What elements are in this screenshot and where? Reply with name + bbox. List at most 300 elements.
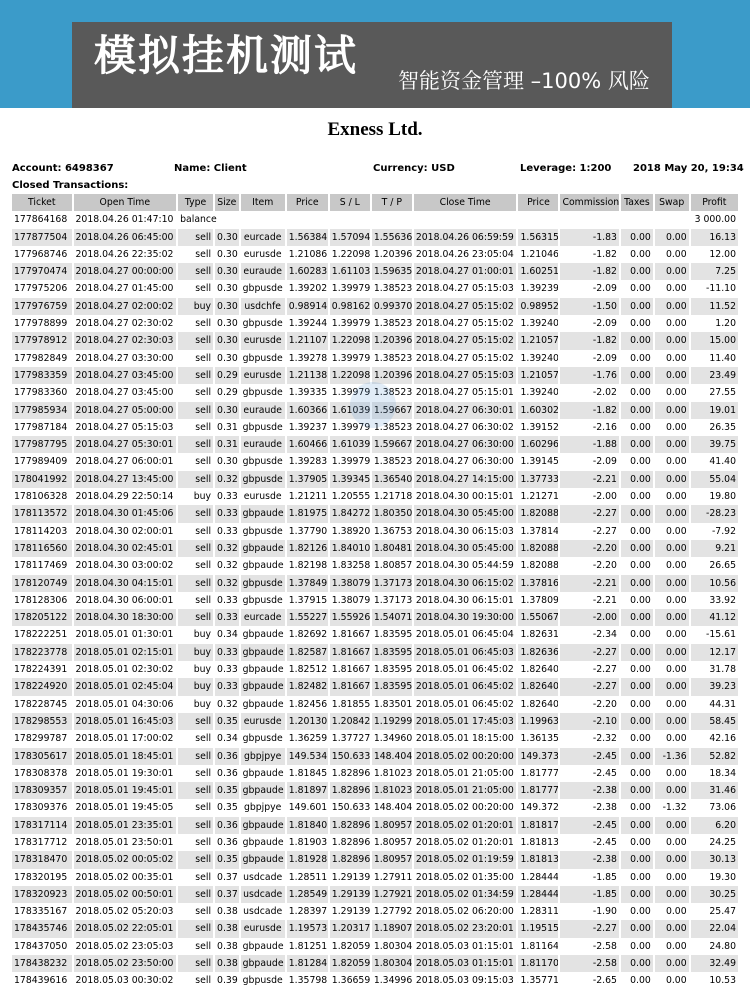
cell-stop-loss: 1.61103 xyxy=(330,263,370,280)
table-row xyxy=(12,436,738,453)
cell-item: eurusde xyxy=(241,332,285,349)
cell-take-profit: 1.81023 xyxy=(372,782,412,799)
cell-stop-loss: 1.20555 xyxy=(330,488,370,505)
cell-close-price: 1.82640 xyxy=(518,678,558,695)
cell-profit: 10.53 xyxy=(691,972,738,989)
cell-take-profit: 1.38523 xyxy=(372,315,412,332)
cell-swap: 0.00 xyxy=(655,436,689,453)
cell-take-profit: 1.59635 xyxy=(372,263,412,280)
account-leverage: Leverage: 1:200 xyxy=(520,163,612,174)
table-row xyxy=(12,263,738,280)
cell-close-price: 1.82088 xyxy=(518,540,558,557)
cell-stop-loss: 1.82896 xyxy=(330,817,370,834)
cell-item: euraude xyxy=(241,436,285,453)
cell-take-profit: 1.59667 xyxy=(372,402,412,419)
cell-size: 0.30 xyxy=(215,280,239,297)
cell-ticket: 177987184 xyxy=(12,419,72,436)
cell-close-price: 1.60251 xyxy=(518,263,558,280)
cell-close-price: 1.82640 xyxy=(518,696,558,713)
cell-open-time: 2018.05.02 05:20:03 xyxy=(74,903,177,920)
cell-size: 0.32 xyxy=(215,540,239,557)
cell-ticket: 178128306 xyxy=(12,592,72,609)
cell-open-time: 2018.04.27 03:45:00 xyxy=(74,367,177,384)
table-row xyxy=(12,730,738,747)
cell-open-time: 2018.04.30 04:15:01 xyxy=(74,575,177,592)
cell-commission: -1.82 xyxy=(560,263,619,280)
cell-open-time: 2018.05.02 22:05:01 xyxy=(74,920,177,937)
cell-swap: 0.00 xyxy=(655,453,689,470)
cell-open-price: 149.534 xyxy=(287,748,328,765)
cell-stop-loss: 1.39979 xyxy=(330,350,370,367)
closed-transactions-table xyxy=(10,194,740,990)
table-row xyxy=(12,592,738,609)
cell-commission: -2.27 xyxy=(560,661,619,678)
cell-profit: 11.40 xyxy=(691,350,738,367)
cell-empty xyxy=(241,211,689,228)
cell-taxes: 0.00 xyxy=(621,350,653,367)
cell-swap: 0.00 xyxy=(655,332,689,349)
cell-close-time: 2018.05.03 09:15:03 xyxy=(414,972,517,989)
cell-taxes: 0.00 xyxy=(621,263,653,280)
table-row xyxy=(12,557,738,574)
cell-ticket: 177983359 xyxy=(12,367,72,384)
table-row xyxy=(12,765,738,782)
cell-swap: 0.00 xyxy=(655,817,689,834)
cell-stop-loss: 1.38920 xyxy=(330,523,370,540)
table-row xyxy=(12,851,738,868)
cell-item: usdcade xyxy=(241,869,285,886)
cell-profit: 31.78 xyxy=(691,661,738,678)
cell-type: sell xyxy=(178,453,213,470)
cell-ticket: 177978912 xyxy=(12,332,72,349)
cell-close-price: 1.82631 xyxy=(518,626,558,643)
cell-ticket: 178113572 xyxy=(12,505,72,522)
cell-open-time: 2018.04.26 06:45:00 xyxy=(74,229,177,246)
cell-profit: 26.35 xyxy=(691,419,738,436)
cell-item: gbpusde xyxy=(241,730,285,747)
cell-type: sell xyxy=(178,384,213,401)
cell-swap: 0.00 xyxy=(655,367,689,384)
table-row xyxy=(12,782,738,799)
cell-close-time: 2018.04.30 19:30:00 xyxy=(414,609,517,626)
cell-close-time: 2018.04.26 23:05:04 xyxy=(414,246,517,263)
cell-size: 0.33 xyxy=(215,523,239,540)
col-header-open-time: Open Time xyxy=(74,194,177,211)
cell-open-time: 2018.04.30 02:00:01 xyxy=(74,523,177,540)
cell-close-price: 1.81817 xyxy=(518,817,558,834)
table-row xyxy=(12,246,738,263)
cell-item: gbpaude xyxy=(241,557,285,574)
account-name: Name: Client xyxy=(174,163,247,174)
cell-take-profit: 1.20396 xyxy=(372,332,412,349)
cell-stop-loss: 1.39979 xyxy=(330,280,370,297)
cell-profit: -7.92 xyxy=(691,523,738,540)
cell-close-price: 1.81170 xyxy=(518,955,558,972)
balance-row xyxy=(12,211,738,228)
cell-take-profit: 1.20396 xyxy=(372,246,412,263)
cell-close-time: 2018.05.02 01:34:59 xyxy=(414,886,517,903)
cell-item: gbpaude xyxy=(241,765,285,782)
cell-close-time: 2018.05.01 06:45:02 xyxy=(414,696,517,713)
cell-take-profit: 1.83595 xyxy=(372,678,412,695)
cell-size: 0.31 xyxy=(215,419,239,436)
cell-open-price: 1.35798 xyxy=(287,972,328,989)
cell-close-price: 1.37809 xyxy=(518,592,558,609)
cell-open-time: 2018.04.27 02:00:02 xyxy=(74,298,177,315)
cell-taxes: 0.00 xyxy=(621,851,653,868)
cell-open-time: 2018.05.02 23:50:00 xyxy=(74,955,177,972)
cell-swap: 0.00 xyxy=(655,315,689,332)
cell-stop-loss: 1.29139 xyxy=(330,886,370,903)
cell-take-profit: 1.80350 xyxy=(372,505,412,522)
cell-open-time: 2018.04.27 13:45:00 xyxy=(74,471,177,488)
cell-size: 0.35 xyxy=(215,799,239,816)
cell-take-profit: 1.83595 xyxy=(372,661,412,678)
table-row xyxy=(12,453,738,470)
cell-size: 0.38 xyxy=(215,938,239,955)
cell-type: balance xyxy=(178,211,238,228)
cell-size: 0.29 xyxy=(215,367,239,384)
cell-size: 0.33 xyxy=(215,488,239,505)
cell-close-time: 2018.05.02 23:20:01 xyxy=(414,920,517,937)
table-row xyxy=(12,505,738,522)
cell-item: gbpaude xyxy=(241,834,285,851)
cell-commission: -2.09 xyxy=(560,350,619,367)
cell-item: gbpusde xyxy=(241,453,285,470)
cell-commission: -2.45 xyxy=(560,834,619,851)
table-row xyxy=(12,540,738,557)
cell-size: 0.35 xyxy=(215,782,239,799)
cell-size: 0.34 xyxy=(215,730,239,747)
cell-taxes: 0.00 xyxy=(621,505,653,522)
cell-commission: -1.88 xyxy=(560,436,619,453)
cell-type: sell xyxy=(178,869,213,886)
account-number: Account: 6498367 xyxy=(12,163,114,174)
cell-size: 0.37 xyxy=(215,869,239,886)
cell-size: 0.33 xyxy=(215,609,239,626)
cell-stop-loss: 0.98162 xyxy=(330,298,370,315)
cell-close-price: 1.28311 xyxy=(518,903,558,920)
table-header-row xyxy=(12,194,738,211)
cell-take-profit: 148.404 xyxy=(372,799,412,816)
cell-open-price: 1.60466 xyxy=(287,436,328,453)
cell-take-profit: 1.83501 xyxy=(372,696,412,713)
cell-close-price: 1.60302 xyxy=(518,402,558,419)
cell-item: gbpaude xyxy=(241,540,285,557)
cell-ticket: 178438232 xyxy=(12,955,72,972)
cell-ticket: 178223778 xyxy=(12,644,72,661)
cell-taxes: 0.00 xyxy=(621,730,653,747)
cell-size: 0.33 xyxy=(215,661,239,678)
col-header-size: Size xyxy=(215,194,239,211)
cell-taxes: 0.00 xyxy=(621,765,653,782)
cell-close-price: 1.56315 xyxy=(518,229,558,246)
cell-item: eurusde xyxy=(241,246,285,263)
cell-taxes: 0.00 xyxy=(621,661,653,678)
cell-ticket: 177975206 xyxy=(12,280,72,297)
cell-stop-loss: 1.29139 xyxy=(330,903,370,920)
cell-item: gbpaude xyxy=(241,938,285,955)
cell-close-price: 1.82088 xyxy=(518,557,558,574)
cell-stop-loss: 1.81855 xyxy=(330,696,370,713)
cell-take-profit: 1.36540 xyxy=(372,471,412,488)
cell-open-time: 2018.04.27 00:00:00 xyxy=(74,263,177,280)
col-header-swap: Swap xyxy=(655,194,689,211)
cell-stop-loss: 1.81667 xyxy=(330,678,370,695)
cell-profit: 6.20 xyxy=(691,817,738,834)
cell-take-profit: 1.80857 xyxy=(372,557,412,574)
col-header-take-profit: T / P xyxy=(372,194,412,211)
cell-stop-loss: 1.22098 xyxy=(330,246,370,263)
cell-open-time: 2018.05.01 17:00:02 xyxy=(74,730,177,747)
cell-open-price: 1.55227 xyxy=(287,609,328,626)
cell-profit: 41.12 xyxy=(691,609,738,626)
cell-take-profit: 1.38523 xyxy=(372,453,412,470)
cell-commission: -2.21 xyxy=(560,575,619,592)
cell-size: 0.30 xyxy=(215,350,239,367)
cell-commission: -2.20 xyxy=(560,557,619,574)
cell-profit: 3 000.00 xyxy=(691,211,738,228)
cell-taxes: 0.00 xyxy=(621,955,653,972)
cell-ticket: 178224391 xyxy=(12,661,72,678)
cell-item: gbpaude xyxy=(241,505,285,522)
banner-title: 模拟挂机测试 xyxy=(94,31,359,80)
cell-take-profit: 1.34996 xyxy=(372,972,412,989)
col-header-ticket: Ticket xyxy=(12,194,72,211)
cell-close-time: 2018.05.02 00:20:00 xyxy=(414,799,517,816)
cell-size: 0.32 xyxy=(215,696,239,713)
cell-profit: 39.75 xyxy=(691,436,738,453)
cell-ticket: 177983360 xyxy=(12,384,72,401)
cell-stop-loss: 1.38079 xyxy=(330,575,370,592)
cell-open-price: 1.81840 xyxy=(287,817,328,834)
table-row xyxy=(12,523,738,540)
cell-open-price: 1.28549 xyxy=(287,886,328,903)
cell-type: buy xyxy=(178,644,213,661)
cell-open-price: 1.39283 xyxy=(287,453,328,470)
cell-open-price: 1.60283 xyxy=(287,263,328,280)
cell-taxes: 0.00 xyxy=(621,782,653,799)
cell-commission: -1.76 xyxy=(560,367,619,384)
cell-ticket: 177976759 xyxy=(12,298,72,315)
cell-open-price: 1.81284 xyxy=(287,955,328,972)
cell-take-profit: 148.404 xyxy=(372,748,412,765)
cell-swap: 0.00 xyxy=(655,592,689,609)
cell-type: sell xyxy=(178,332,213,349)
cell-ticket: 178437050 xyxy=(12,938,72,955)
banner-subtitle: 智能资金管理 –100% 风险 xyxy=(398,69,650,93)
cell-commission: -2.20 xyxy=(560,540,619,557)
cell-close-price: 1.37733 xyxy=(518,471,558,488)
cell-open-price: 1.21107 xyxy=(287,332,328,349)
table-row xyxy=(12,644,738,661)
cell-type: sell xyxy=(178,246,213,263)
cell-type: sell xyxy=(178,315,213,332)
cell-item: gbpjpye xyxy=(241,748,285,765)
cell-open-time: 2018.05.01 23:35:01 xyxy=(74,817,177,834)
cell-commission: -2.32 xyxy=(560,730,619,747)
cell-commission: -2.20 xyxy=(560,696,619,713)
cell-item: gbpaude xyxy=(241,851,285,868)
cell-commission: -2.45 xyxy=(560,817,619,834)
cell-size: 0.38 xyxy=(215,903,239,920)
cell-close-price: 1.21046 xyxy=(518,246,558,263)
cell-type: sell xyxy=(178,471,213,488)
cell-close-time: 2018.04.30 06:15:01 xyxy=(414,592,517,609)
cell-ticket: 178335167 xyxy=(12,903,72,920)
cell-type: sell xyxy=(178,280,213,297)
cell-commission: -2.00 xyxy=(560,488,619,505)
cell-stop-loss: 1.57094 xyxy=(330,229,370,246)
cell-item: gbpaude xyxy=(241,782,285,799)
cell-close-time: 2018.04.30 06:15:03 xyxy=(414,523,517,540)
cell-taxes: 0.00 xyxy=(621,678,653,695)
cell-swap: 0.00 xyxy=(655,229,689,246)
cell-type: buy xyxy=(178,661,213,678)
cell-close-price: 0.98952 xyxy=(518,298,558,315)
cell-take-profit: 1.55636 xyxy=(372,229,412,246)
cell-take-profit: 1.83595 xyxy=(372,644,412,661)
table-row xyxy=(12,229,738,246)
cell-open-time: 2018.05.02 00:05:02 xyxy=(74,851,177,868)
cell-close-time: 2018.04.27 06:30:00 xyxy=(414,453,517,470)
cell-item: gbpaude xyxy=(241,626,285,643)
cell-commission: -2.27 xyxy=(560,644,619,661)
cell-profit: 41.40 xyxy=(691,453,738,470)
cell-type: sell xyxy=(178,799,213,816)
cell-stop-loss: 1.37727 xyxy=(330,730,370,747)
cell-taxes: 0.00 xyxy=(621,644,653,661)
cell-open-time: 2018.04.26 01:47:10 xyxy=(74,211,177,228)
cell-close-time: 2018.04.27 06:30:02 xyxy=(414,419,517,436)
cell-taxes: 0.00 xyxy=(621,592,653,609)
cell-item: gbpaude xyxy=(241,955,285,972)
cell-close-time: 2018.04.27 05:15:01 xyxy=(414,384,517,401)
cell-item: gbpusde xyxy=(241,384,285,401)
cell-open-price: 1.56384 xyxy=(287,229,328,246)
cell-stop-loss: 1.22098 xyxy=(330,367,370,384)
cell-commission: -2.21 xyxy=(560,471,619,488)
cell-taxes: 0.00 xyxy=(621,748,653,765)
cell-close-price: 1.81777 xyxy=(518,765,558,782)
cell-open-price: 1.81251 xyxy=(287,938,328,955)
cell-taxes: 0.00 xyxy=(621,799,653,816)
table-row xyxy=(12,332,738,349)
cell-taxes: 0.00 xyxy=(621,626,653,643)
cell-close-price: 1.82636 xyxy=(518,644,558,661)
cell-open-price: 1.81897 xyxy=(287,782,328,799)
cell-profit: 27.55 xyxy=(691,384,738,401)
cell-close-time: 2018.05.02 01:35:00 xyxy=(414,869,517,886)
cell-size: 0.31 xyxy=(215,436,239,453)
cell-open-time: 2018.05.03 00:30:02 xyxy=(74,972,177,989)
cell-taxes: 0.00 xyxy=(621,453,653,470)
cell-taxes: 0.00 xyxy=(621,280,653,297)
cell-open-price: 1.21086 xyxy=(287,246,328,263)
cell-close-time: 2018.04.30 00:15:01 xyxy=(414,488,517,505)
cell-type: buy xyxy=(178,298,213,315)
cell-commission: -2.00 xyxy=(560,609,619,626)
cell-type: sell xyxy=(178,713,213,730)
col-header-type: Type xyxy=(178,194,213,211)
cell-close-time: 2018.05.01 17:45:03 xyxy=(414,713,517,730)
cell-close-time: 2018.04.27 14:15:00 xyxy=(414,471,517,488)
table-row xyxy=(12,696,738,713)
cell-swap: -1.32 xyxy=(655,799,689,816)
cell-open-time: 2018.04.30 02:45:01 xyxy=(74,540,177,557)
cell-commission: -2.27 xyxy=(560,920,619,937)
cell-commission: -2.45 xyxy=(560,748,619,765)
cell-size: 0.30 xyxy=(215,298,239,315)
cell-ticket: 178309376 xyxy=(12,799,72,816)
cell-type: sell xyxy=(178,263,213,280)
cell-stop-loss: 1.20317 xyxy=(330,920,370,937)
cell-open-price: 1.28511 xyxy=(287,869,328,886)
cell-swap: 0.00 xyxy=(655,765,689,782)
cell-open-time: 2018.04.27 01:45:00 xyxy=(74,280,177,297)
cell-open-price: 1.39237 xyxy=(287,419,328,436)
closed-transactions-label: Closed Transactions: xyxy=(12,180,129,191)
cell-close-time: 2018.05.01 21:05:00 xyxy=(414,782,517,799)
cell-open-price: 1.39244 xyxy=(287,315,328,332)
cell-swap: 0.00 xyxy=(655,851,689,868)
cell-stop-loss: 1.84272 xyxy=(330,505,370,522)
cell-swap: 0.00 xyxy=(655,678,689,695)
cell-type: buy xyxy=(178,626,213,643)
cell-profit: 42.16 xyxy=(691,730,738,747)
cell-ticket: 178228745 xyxy=(12,696,72,713)
cell-profit: 24.80 xyxy=(691,938,738,955)
cell-taxes: 0.00 xyxy=(621,419,653,436)
cell-type: sell xyxy=(178,782,213,799)
cell-take-profit: 1.38523 xyxy=(372,280,412,297)
cell-swap: 0.00 xyxy=(655,471,689,488)
cell-open-time: 2018.04.27 05:30:01 xyxy=(74,436,177,453)
cell-profit: 19.30 xyxy=(691,869,738,886)
cell-ticket: 177982849 xyxy=(12,350,72,367)
cell-swap: 0.00 xyxy=(655,540,689,557)
cell-ticket: 178439616 xyxy=(12,972,72,989)
col-header-item: Item xyxy=(241,194,285,211)
cell-take-profit: 1.80957 xyxy=(372,851,412,868)
cell-size: 0.38 xyxy=(215,920,239,937)
cell-commission: -2.09 xyxy=(560,453,619,470)
cell-type: sell xyxy=(178,851,213,868)
cell-ticket: 178106328 xyxy=(12,488,72,505)
cell-taxes: 0.00 xyxy=(621,523,653,540)
col-header-commission: Commission xyxy=(560,194,619,211)
cell-close-price: 1.21057 xyxy=(518,332,558,349)
cell-open-time: 2018.05.01 16:45:03 xyxy=(74,713,177,730)
cell-taxes: 0.00 xyxy=(621,920,653,937)
cell-open-price: 1.36259 xyxy=(287,730,328,747)
cell-take-profit: 1.81023 xyxy=(372,765,412,782)
cell-profit: 12.17 xyxy=(691,644,738,661)
cell-profit: -28.23 xyxy=(691,505,738,522)
cell-open-time: 2018.05.01 04:30:06 xyxy=(74,696,177,713)
cell-take-profit: 0.99370 xyxy=(372,298,412,315)
cell-profit: 16.13 xyxy=(691,229,738,246)
cell-swap: 0.00 xyxy=(655,713,689,730)
cell-profit: 33.92 xyxy=(691,592,738,609)
cell-close-time: 2018.04.27 01:00:01 xyxy=(414,263,517,280)
cell-type: sell xyxy=(178,419,213,436)
cell-commission: -2.45 xyxy=(560,765,619,782)
cell-open-time: 2018.05.01 19:45:01 xyxy=(74,782,177,799)
cell-open-price: 1.60366 xyxy=(287,402,328,419)
cell-size: 0.35 xyxy=(215,851,239,868)
cell-commission: -2.58 xyxy=(560,938,619,955)
